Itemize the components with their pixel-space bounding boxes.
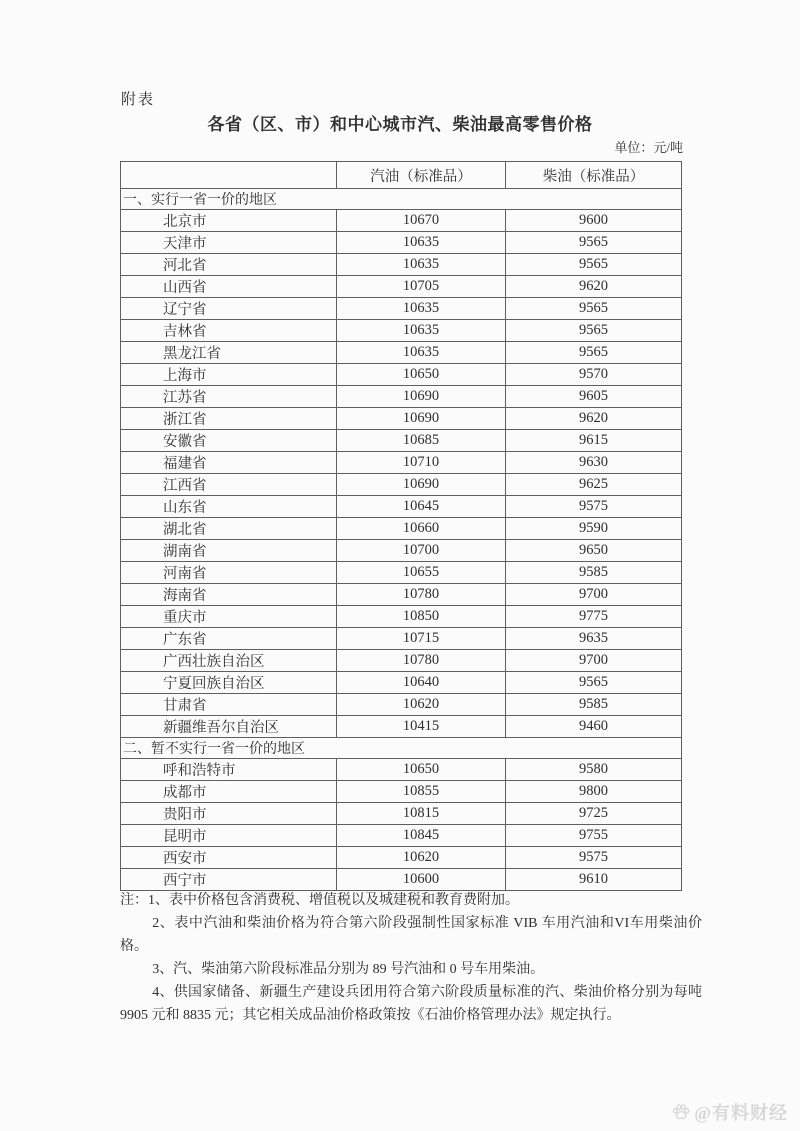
section-heading-row bbox=[121, 189, 682, 210]
diesel-price-cell: 9775 bbox=[506, 606, 682, 628]
gasoline-price-cell: 10640 bbox=[337, 672, 506, 694]
diesel-price-cell: 9620 bbox=[506, 408, 682, 430]
table-row bbox=[121, 232, 682, 254]
gasoline-column-header: 汽油（标准品） bbox=[337, 162, 506, 189]
region-cell: 山西省 bbox=[121, 276, 337, 298]
unit-label: 单位：元/吨 bbox=[614, 140, 683, 155]
region-cell: 成都市 bbox=[121, 781, 337, 803]
region-cell: 北京市 bbox=[121, 210, 337, 232]
region-cell: 广东省 bbox=[121, 628, 337, 650]
diesel-price-cell: 9630 bbox=[506, 452, 682, 474]
region-cell: 上海市 bbox=[121, 364, 337, 386]
gasoline-price-cell: 10690 bbox=[337, 386, 506, 408]
gasoline-price-cell: 10710 bbox=[337, 452, 506, 474]
diesel-price-cell: 9620 bbox=[506, 276, 682, 298]
gasoline-price-cell: 10670 bbox=[337, 210, 506, 232]
gasoline-price-cell: 10780 bbox=[337, 584, 506, 606]
table-row bbox=[121, 518, 682, 540]
diesel-price-cell: 9570 bbox=[506, 364, 682, 386]
table-row bbox=[121, 672, 682, 694]
table-row bbox=[121, 342, 682, 364]
paw-icon bbox=[671, 1102, 691, 1122]
gasoline-price-cell: 10660 bbox=[337, 518, 506, 540]
table-row bbox=[121, 496, 682, 518]
region-cell: 黑龙江省 bbox=[121, 342, 337, 364]
gasoline-price-cell: 10690 bbox=[337, 474, 506, 496]
table-row bbox=[121, 298, 682, 320]
diesel-price-cell: 9610 bbox=[506, 869, 682, 891]
region-cell: 安徽省 bbox=[121, 430, 337, 452]
section-heading: 二、暂不实行一省一价的地区 bbox=[121, 738, 682, 759]
table-row bbox=[121, 847, 682, 869]
region-cell: 呼和浩特市 bbox=[121, 759, 337, 781]
table-row bbox=[121, 254, 682, 276]
gasoline-price-cell: 10620 bbox=[337, 847, 506, 869]
region-cell: 甘肃省 bbox=[121, 694, 337, 716]
note-line-3: 3、汽、柴油第六阶段标准品分别为 89 号汽油和 0 号车用柴油。 bbox=[152, 962, 545, 977]
note-line-1: 注：1、表中价格包含消费税、增值税以及城建税和教育费附加。 bbox=[120, 893, 519, 908]
table-row bbox=[121, 584, 682, 606]
diesel-price-cell: 9650 bbox=[506, 540, 682, 562]
table-row bbox=[121, 540, 682, 562]
diesel-price-cell: 9700 bbox=[506, 584, 682, 606]
table-row bbox=[121, 452, 682, 474]
gasoline-price-cell: 10635 bbox=[337, 298, 506, 320]
region-cell: 浙江省 bbox=[121, 408, 337, 430]
price-table-body bbox=[121, 189, 682, 891]
table-row bbox=[121, 694, 682, 716]
table-row bbox=[121, 803, 682, 825]
region-cell: 天津市 bbox=[121, 232, 337, 254]
gasoline-price-cell: 10620 bbox=[337, 694, 506, 716]
region-cell: 贵阳市 bbox=[121, 803, 337, 825]
diesel-price-cell: 9700 bbox=[506, 650, 682, 672]
region-cell: 辽宁省 bbox=[121, 298, 337, 320]
gasoline-price-cell: 10635 bbox=[337, 320, 506, 342]
note-line-4: 4、供国家储备、新疆生产建设兵团用符合第六阶段质量标准的汽、柴油价格分别为每吨 9905 元和 8835 元；其它相关成品油价格政策按《石油价格管理办法》规定执行。 bbox=[120, 985, 702, 1023]
section-heading-row bbox=[121, 738, 682, 759]
notes-block bbox=[120, 889, 702, 1027]
diesel-price-cell: 9460 bbox=[506, 716, 682, 738]
gasoline-price-cell: 10850 bbox=[337, 606, 506, 628]
watermark-text: @有料财经 bbox=[694, 1103, 788, 1123]
diesel-price-cell: 9800 bbox=[506, 781, 682, 803]
gasoline-price-cell: 10645 bbox=[337, 496, 506, 518]
diesel-price-cell: 9565 bbox=[506, 342, 682, 364]
diesel-price-cell: 9565 bbox=[506, 320, 682, 342]
gasoline-price-cell: 10855 bbox=[337, 781, 506, 803]
price-table bbox=[120, 161, 682, 891]
gasoline-price-cell: 10635 bbox=[337, 342, 506, 364]
diesel-price-cell: 9600 bbox=[506, 210, 682, 232]
diesel-price-cell: 9605 bbox=[506, 386, 682, 408]
region-cell: 福建省 bbox=[121, 452, 337, 474]
region-cell: 昆明市 bbox=[121, 825, 337, 847]
gasoline-price-cell: 10715 bbox=[337, 628, 506, 650]
table-row bbox=[121, 210, 682, 232]
gasoline-price-cell: 10700 bbox=[337, 540, 506, 562]
gasoline-price-cell: 10780 bbox=[337, 650, 506, 672]
region-cell: 江西省 bbox=[121, 474, 337, 496]
region-cell: 海南省 bbox=[121, 584, 337, 606]
table-row bbox=[121, 276, 682, 298]
diesel-price-cell: 9585 bbox=[506, 562, 682, 584]
region-cell: 河南省 bbox=[121, 562, 337, 584]
diesel-price-cell: 9565 bbox=[506, 298, 682, 320]
table-row bbox=[121, 430, 682, 452]
gasoline-price-cell: 10635 bbox=[337, 254, 506, 276]
gasoline-price-cell: 10690 bbox=[337, 408, 506, 430]
region-cell: 河北省 bbox=[121, 254, 337, 276]
gasoline-price-cell: 10635 bbox=[337, 232, 506, 254]
table-row bbox=[121, 386, 682, 408]
diesel-column-header: 柴油（标准品） bbox=[506, 162, 682, 189]
region-cell: 西安市 bbox=[121, 847, 337, 869]
region-cell: 湖北省 bbox=[121, 518, 337, 540]
gasoline-price-cell: 10845 bbox=[337, 825, 506, 847]
table-row bbox=[121, 825, 682, 847]
diesel-price-cell: 9565 bbox=[506, 672, 682, 694]
region-cell: 重庆市 bbox=[121, 606, 337, 628]
gasoline-price-cell: 10600 bbox=[337, 869, 506, 891]
diesel-price-cell: 9590 bbox=[506, 518, 682, 540]
table-row bbox=[121, 628, 682, 650]
gasoline-price-cell: 10415 bbox=[337, 716, 506, 738]
diesel-price-cell: 9635 bbox=[506, 628, 682, 650]
diesel-price-cell: 9565 bbox=[506, 232, 682, 254]
gasoline-price-cell: 10685 bbox=[337, 430, 506, 452]
region-cell: 湖南省 bbox=[121, 540, 337, 562]
region-cell: 宁夏回族自治区 bbox=[121, 672, 337, 694]
region-cell: 吉林省 bbox=[121, 320, 337, 342]
section-heading: 一、实行一省一价的地区 bbox=[121, 189, 682, 210]
diesel-price-cell: 9575 bbox=[506, 847, 682, 869]
diesel-price-cell: 9580 bbox=[506, 759, 682, 781]
watermark bbox=[671, 1099, 788, 1125]
table-header-row bbox=[121, 162, 682, 189]
annex-label: 附表 bbox=[121, 92, 156, 108]
table-row bbox=[121, 716, 682, 738]
table-row bbox=[121, 781, 682, 803]
gasoline-price-cell: 10650 bbox=[337, 364, 506, 386]
diesel-price-cell: 9575 bbox=[506, 496, 682, 518]
note-line-2: 2、表中汽油和柴油价格为符合第六阶段强制性国家标准 VIB 车用汽油和VI车用柴油价格。 bbox=[120, 916, 702, 954]
gasoline-price-cell: 10705 bbox=[337, 276, 506, 298]
table-row bbox=[121, 408, 682, 430]
region-cell: 广西壮族自治区 bbox=[121, 650, 337, 672]
region-cell: 新疆维吾尔自治区 bbox=[121, 716, 337, 738]
table-row bbox=[121, 650, 682, 672]
table-row bbox=[121, 869, 682, 891]
diesel-price-cell: 9585 bbox=[506, 694, 682, 716]
region-cell: 江苏省 bbox=[121, 386, 337, 408]
region-column-header bbox=[121, 162, 337, 189]
table-row bbox=[121, 606, 682, 628]
diesel-price-cell: 9615 bbox=[506, 430, 682, 452]
table-row bbox=[121, 759, 682, 781]
diesel-price-cell: 9565 bbox=[506, 254, 682, 276]
table-row bbox=[121, 320, 682, 342]
region-cell: 西宁市 bbox=[121, 869, 337, 891]
gasoline-price-cell: 10815 bbox=[337, 803, 506, 825]
gasoline-price-cell: 10650 bbox=[337, 759, 506, 781]
table-row bbox=[121, 364, 682, 386]
region-cell: 山东省 bbox=[121, 496, 337, 518]
diesel-price-cell: 9725 bbox=[506, 803, 682, 825]
page-title: 各省（区、市）和中心城市汽、柴油最高零售价格 bbox=[207, 115, 593, 134]
diesel-price-cell: 9625 bbox=[506, 474, 682, 496]
gasoline-price-cell: 10655 bbox=[337, 562, 506, 584]
diesel-price-cell: 9755 bbox=[506, 825, 682, 847]
table-row bbox=[121, 562, 682, 584]
table-row bbox=[121, 474, 682, 496]
